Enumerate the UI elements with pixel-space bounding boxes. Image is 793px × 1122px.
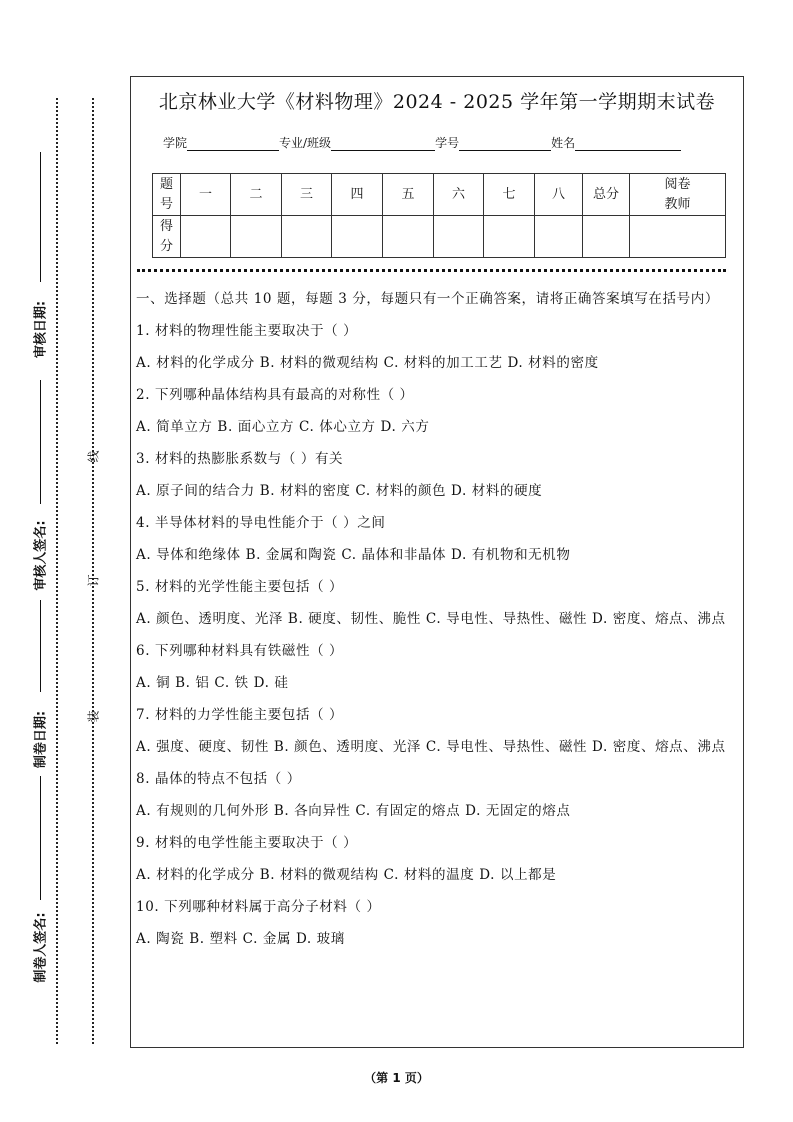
- binding-word-line: 线: [86, 450, 101, 463]
- score-table-header-total: 总分: [583, 174, 630, 216]
- question-options: A. 原子间的结合力 B. 材料的密度 C. 材料的颜色 D. 材料的硬度: [136, 483, 543, 499]
- score-table-header: 五: [383, 174, 434, 216]
- reviewer-signature-line: [40, 380, 41, 504]
- paper-date-line: [40, 600, 41, 692]
- question-text: 5. 材料的光学性能主要包括（ ）: [136, 579, 344, 595]
- paper-date-label: 制卷日期:: [33, 710, 49, 769]
- question-options: A. 简单立方 B. 面心立方 C. 体心立方 D. 六方: [136, 419, 430, 435]
- question-options: A. 颜色、透明度、光泽 B. 硬度、韧性、脆性 C. 导电性、导热性、磁性 D. 密度、熔点、沸点: [136, 611, 726, 627]
- question-text: 10. 下列哪种材料属于高分子材料（ ）: [136, 899, 381, 915]
- question-options: A. 材料的化学成分 B. 材料的微观结构 C. 材料的温度 D. 以上都是: [136, 867, 557, 883]
- score-table-header: 三: [282, 174, 332, 216]
- section-title: 一、选择题（总共 10 题，每题 3 分，每题只有一个正确答案，请将正确答案填写在括号内）: [136, 291, 719, 307]
- name-label: 姓名: [551, 136, 576, 150]
- score-table-row-header-score: 得 分: [153, 216, 181, 258]
- score-table-header: 六: [434, 174, 484, 216]
- dotted-separator: [137, 269, 726, 272]
- binding-word-staple: 装: [86, 710, 101, 723]
- score-cell-grader[interactable]: [630, 216, 726, 258]
- score-table-header: 八: [535, 174, 583, 216]
- name-field[interactable]: [575, 138, 681, 151]
- score-cell[interactable]: [383, 216, 434, 258]
- question-options: A. 强度、硬度、韧性 B. 颜色、透明度、光泽 C. 导电性、导热性、磁性 D. 密度、熔点、沸点: [136, 739, 726, 755]
- score-cell[interactable]: [332, 216, 383, 258]
- question-options: A. 铜 B. 铝 C. 铁 D. 硅: [136, 675, 289, 691]
- question-options: A. 陶瓷 B. 塑料 C. 金属 D. 玻璃: [136, 931, 345, 947]
- question-text: 4. 半导体材料的导电性能介于（ ）之间: [136, 515, 386, 531]
- score-table-header: 一: [181, 174, 231, 216]
- score-table-header-grader: 阅卷 教师: [630, 174, 726, 216]
- page-number: （第 1 页）: [364, 1071, 429, 1085]
- paper-author-signature-label: 制卷人签名:: [33, 912, 49, 983]
- score-table-header: 二: [231, 174, 282, 216]
- student-info-row: [163, 134, 681, 151]
- score-cell[interactable]: [181, 216, 231, 258]
- review-date-line: [40, 152, 41, 282]
- score-cell[interactable]: [535, 216, 583, 258]
- question-text: 3. 材料的热膨胀系数与（ ）有关: [136, 451, 344, 467]
- score-cell-total[interactable]: [583, 216, 630, 258]
- question-options: A. 材料的化学成分 B. 材料的微观结构 C. 材料的加工工艺 D. 材料的密度: [136, 355, 599, 371]
- question-options: A. 有规则的几何外形 B. 各向异性 C. 有固定的熔点 D. 无固定的熔点: [136, 803, 571, 819]
- binding-dotted-line-inner: [92, 98, 94, 1044]
- college-label: 学院: [163, 136, 188, 150]
- review-date-label: 审核日期:: [33, 300, 49, 359]
- score-cell[interactable]: [231, 216, 282, 258]
- major-class-field[interactable]: [331, 138, 435, 151]
- score-table: [152, 173, 726, 258]
- paper-author-signature-line: [40, 776, 41, 900]
- question-options: A. 导体和绝缘体 B. 金属和陶瓷 C. 晶体和非晶体 D. 有机物和无机物: [136, 547, 571, 563]
- score-cell[interactable]: [434, 216, 484, 258]
- binding-word-bind: 订: [86, 574, 101, 587]
- college-field[interactable]: [187, 138, 279, 151]
- score-cell[interactable]: [484, 216, 535, 258]
- score-table-header: 七: [484, 174, 535, 216]
- student-id-label: 学号: [435, 136, 460, 150]
- exam-title: 北京林业大学《材料物理》2024 - 2025 学年第一学期期末试卷: [158, 91, 716, 113]
- question-text: 6. 下列哪种材料具有铁磁性（ ）: [136, 643, 344, 659]
- student-id-field[interactable]: [459, 138, 551, 151]
- score-table-header: 四: [332, 174, 383, 216]
- question-text: 7. 材料的力学性能主要包括（ ）: [136, 707, 344, 723]
- major-class-label: 专业/班级: [279, 136, 332, 150]
- reviewer-signature-label: 审核人签名:: [33, 520, 49, 591]
- score-table-row-header-question: 题 号: [153, 174, 181, 216]
- exam-paper-frame: [130, 76, 744, 1048]
- question-text: 2. 下列哪种晶体结构具有最高的对称性（ ）: [136, 387, 414, 403]
- question-text: 9. 材料的电学性能主要取决于（ ）: [136, 835, 358, 851]
- binding-dotted-line-outer: [56, 98, 58, 1044]
- question-section: [136, 289, 740, 961]
- question-text: 8. 晶体的特点不包括（ ）: [136, 771, 301, 787]
- question-text: 1. 材料的物理性能主要取决于（ ）: [136, 323, 358, 339]
- score-cell[interactable]: [282, 216, 332, 258]
